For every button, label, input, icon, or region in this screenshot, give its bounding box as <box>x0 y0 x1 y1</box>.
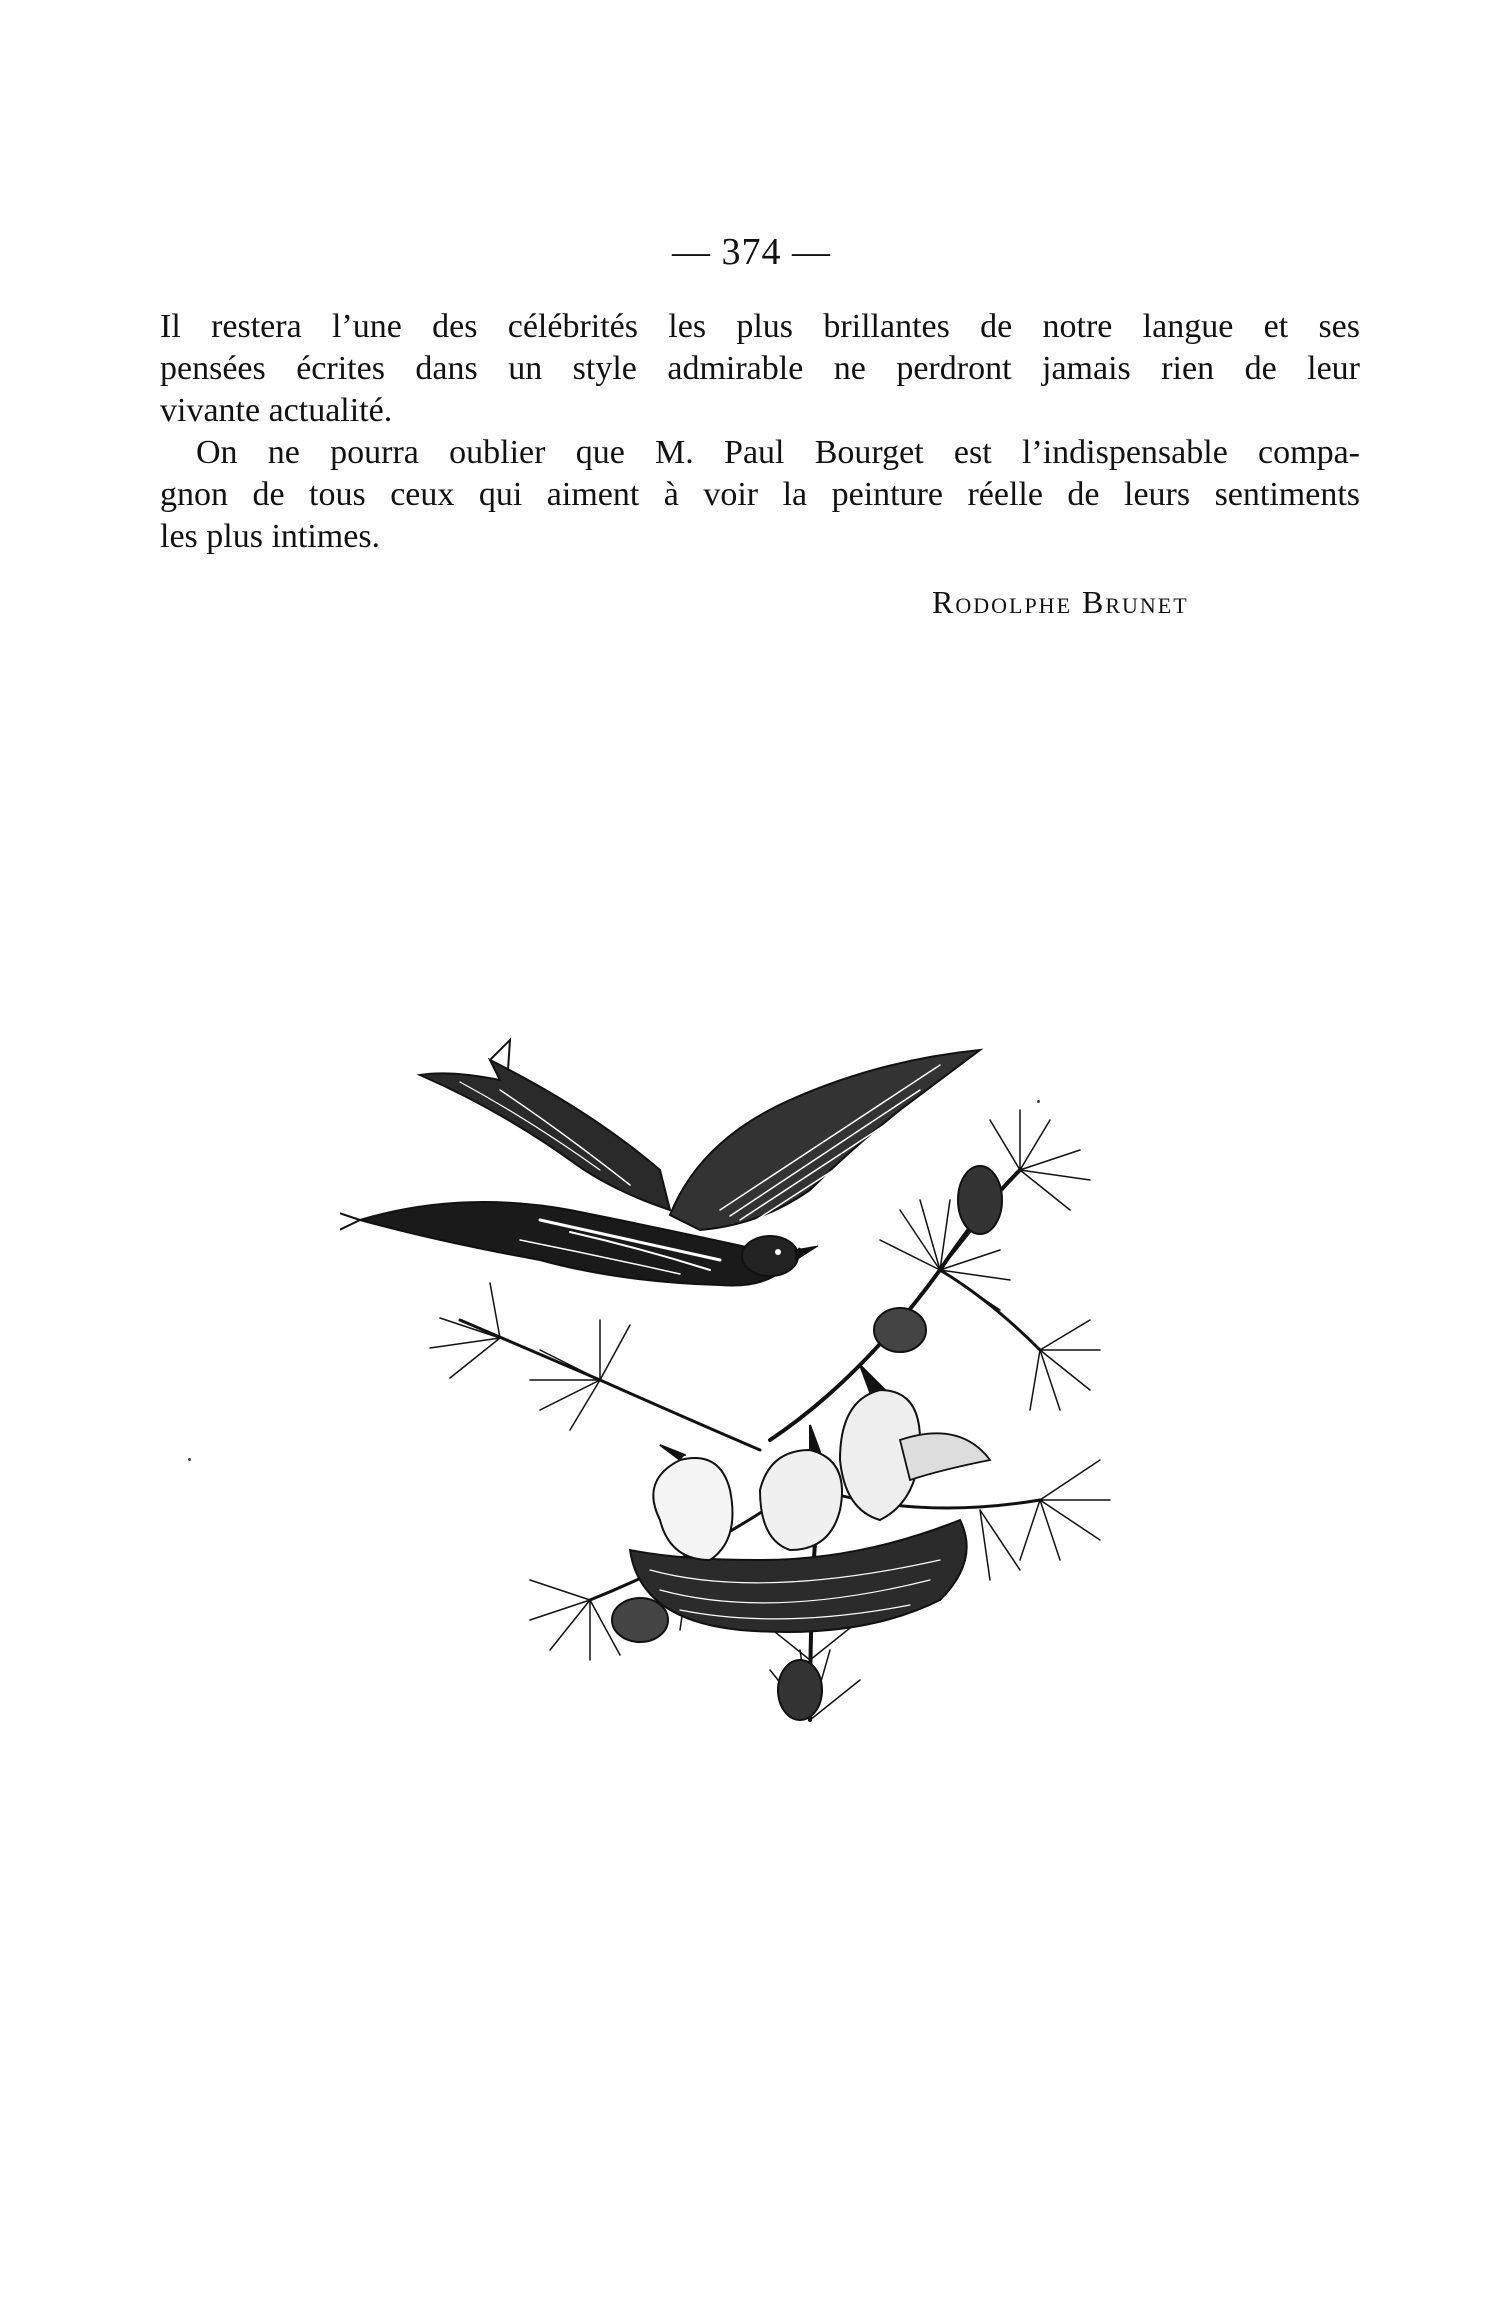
paragraph-line: pensées écrites dans un style admirable ne perdront jamais rien de leur <box>160 350 1360 387</box>
page-number: — 374 — <box>672 231 831 273</box>
paragraph-line: On ne pourra oublier que M. Paul Bourget est l’indispensable compa- <box>196 434 1360 471</box>
ink-speck <box>188 1458 191 1461</box>
body-text <box>160 306 1360 558</box>
chick <box>653 1458 732 1560</box>
paragraph-line: les plus intimes. <box>160 518 381 555</box>
paragraph-line: vivante actualité. <box>160 392 393 429</box>
chick <box>760 1450 842 1550</box>
author-signature: Rodolphe Brunet <box>932 584 1189 620</box>
paragraph-line: Il restera l’une des célébrités les plus brillantes de notre langue et ses <box>160 308 1360 345</box>
swallow-upper-wing <box>420 1060 670 1210</box>
paragraph-line: gnon de tous ceux qui aiment à voir la peinture réelle de leurs sentiments <box>160 476 1360 513</box>
ink-speck <box>1037 1100 1040 1103</box>
swallow-nest-engraving-icon <box>340 1020 1180 1760</box>
